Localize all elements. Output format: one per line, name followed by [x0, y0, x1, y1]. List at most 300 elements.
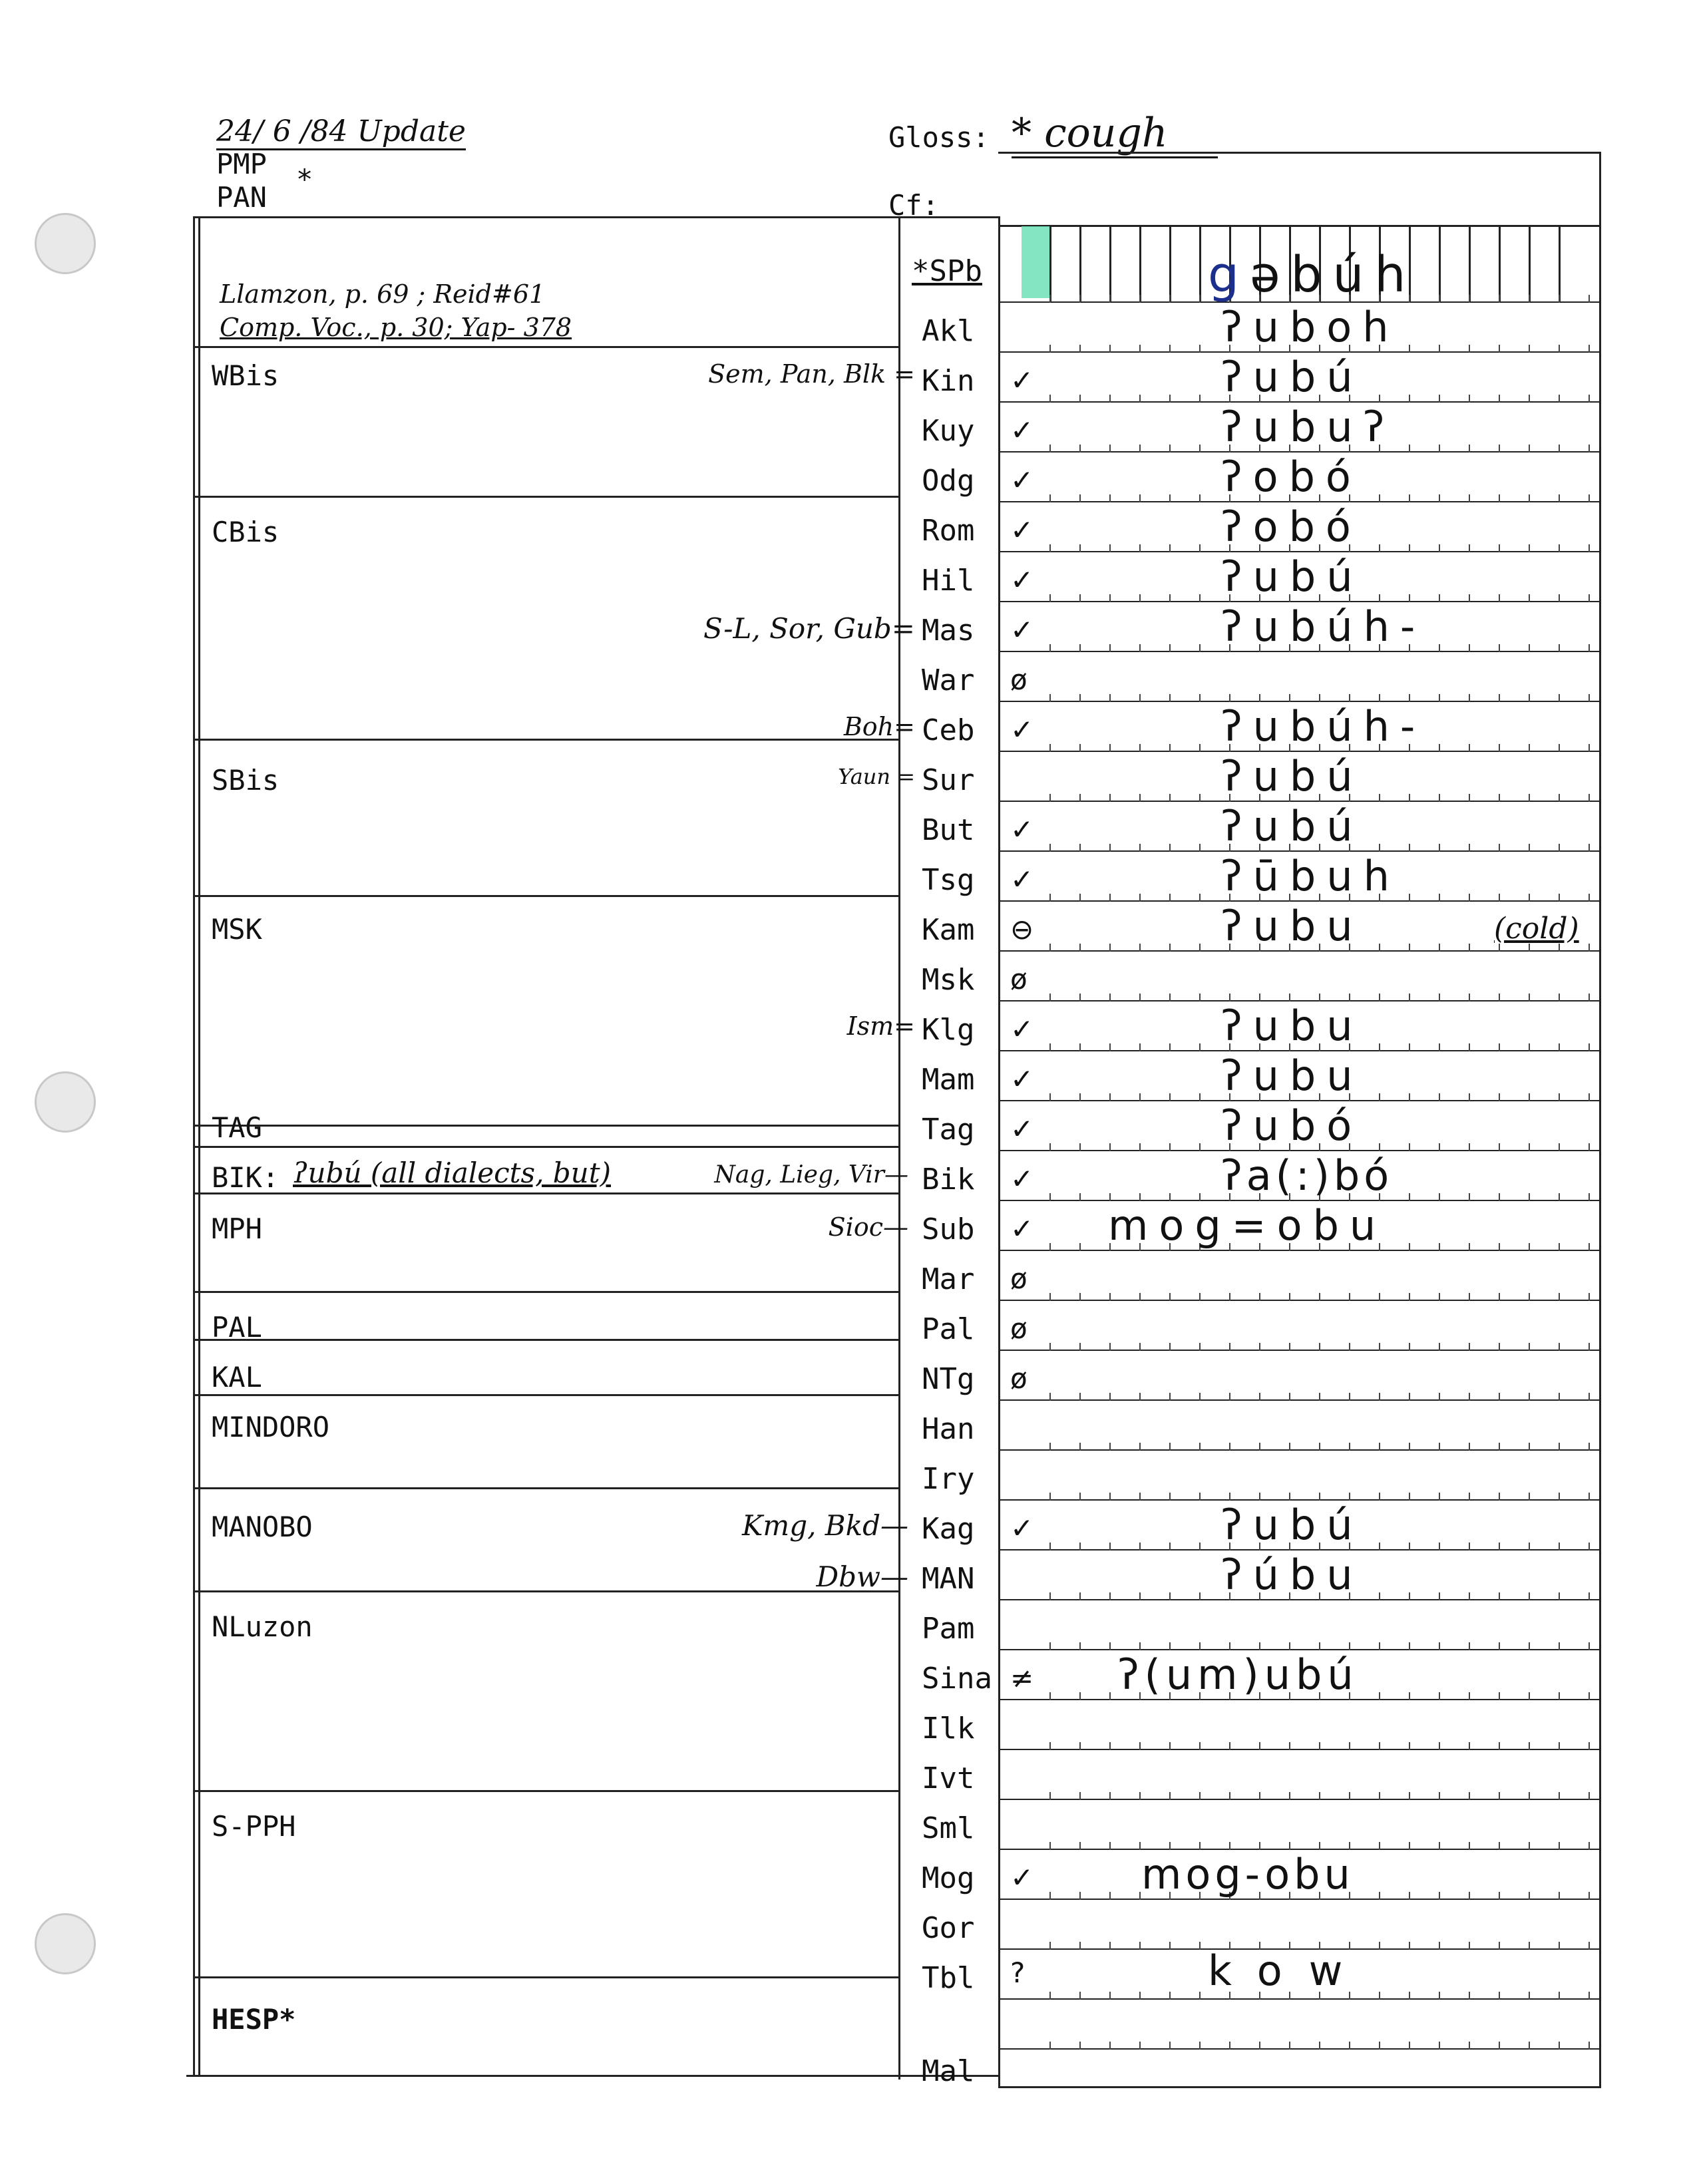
row-tick: [1139, 994, 1141, 1001]
row-tick: [1499, 794, 1500, 802]
row-tick: [1049, 1193, 1051, 1201]
row-rule: [998, 1749, 1600, 1750]
group-sbis: SBis: [212, 764, 280, 797]
row-tick: [1259, 1842, 1260, 1850]
row-tick: [1199, 1942, 1201, 1950]
row-tick: [1169, 794, 1171, 802]
row-tick: [1289, 1742, 1290, 1750]
row-tick: [1079, 594, 1081, 602]
row-tick: [1499, 1692, 1500, 1700]
row-tick: [1469, 1393, 1470, 1401]
row-tick: [1349, 994, 1350, 1001]
row-tick: [1559, 1493, 1560, 1501]
row-tick: [1139, 1443, 1141, 1451]
form-sur: ʔubú: [1221, 752, 1364, 801]
row-tick: [1079, 994, 1081, 1001]
row-tick: [1409, 594, 1410, 602]
group-separator: [193, 1291, 898, 1293]
row-tick: [1409, 445, 1410, 453]
row-tick: [1349, 1293, 1350, 1301]
row-tick: [1589, 494, 1590, 502]
row-tick: [1169, 1842, 1171, 1850]
row-rule: [998, 1799, 1600, 1800]
row-tick: [1349, 1792, 1350, 1800]
row-tick: [1319, 1792, 1320, 1800]
row-tick: [1529, 1942, 1530, 1950]
row-tick: [1529, 1742, 1530, 1750]
grid-cell-line: [1079, 225, 1081, 301]
pmp-star: *: [296, 163, 313, 196]
row-tick: [1439, 295, 1440, 303]
row-tick: [1439, 644, 1440, 652]
row-tick: [1139, 295, 1141, 303]
row-tick: [1589, 544, 1590, 552]
row-tick: [1229, 1343, 1230, 1351]
form-odg: ʔobó: [1221, 453, 1362, 501]
row-tick: [1139, 844, 1141, 852]
row-tick: [1589, 1592, 1590, 1600]
row-tick: [1109, 894, 1111, 902]
row-tick: [1199, 1992, 1201, 2000]
row-tick: [1589, 295, 1590, 303]
row-tick: [1499, 1742, 1500, 1750]
row-tick: [1289, 1842, 1290, 1850]
row-tick: [1079, 1143, 1081, 1151]
row-tick: [1439, 894, 1440, 902]
row-tick: [1409, 1992, 1410, 2000]
row-tick: [1439, 2042, 1440, 2050]
row-tick: [1139, 494, 1141, 502]
row-tick: [1529, 1093, 1530, 1101]
row-tick: [1199, 844, 1201, 852]
group-cbis: CBis: [212, 516, 280, 548]
form-kuy: ʔubuʔ: [1221, 403, 1396, 451]
row-tick: [1379, 1293, 1380, 1301]
row-tick: [1139, 1942, 1141, 1950]
row-tick: [1409, 1742, 1410, 1750]
code-sina: Sina: [922, 1662, 992, 1696]
row-tick: [1049, 445, 1051, 453]
row-tick: [1469, 2042, 1470, 2050]
row-tick: [1169, 1393, 1171, 1401]
row-tick: [1439, 1043, 1440, 1051]
row-tick: [1319, 1343, 1320, 1351]
punch-hole-top: [35, 213, 96, 274]
row-tick: [1559, 345, 1560, 353]
row-tick: [1379, 1642, 1380, 1650]
mark-kuy: ✓: [1010, 414, 1034, 447]
row-tick: [1079, 744, 1081, 752]
row-tick: [1469, 1443, 1470, 1451]
row-tick: [1109, 1592, 1111, 1600]
row-tick: [1379, 1992, 1380, 2000]
code-tsg: Tsg: [922, 863, 975, 897]
row-tick: [1559, 1393, 1560, 1401]
row-tick: [1499, 1992, 1500, 2000]
code-pam: Pam: [922, 1612, 975, 1646]
mark-kam: ⊖: [1010, 913, 1034, 946]
row-tick: [1049, 1243, 1051, 1251]
row-tick: [1499, 494, 1500, 502]
row-tick: [1439, 694, 1440, 702]
row-tick: [1049, 1393, 1051, 1401]
row-tick: [1139, 395, 1141, 403]
row-tick: [1049, 594, 1051, 602]
row-tick: [1169, 395, 1171, 403]
row-tick: [1079, 295, 1081, 303]
row-tick: [1589, 1443, 1590, 1451]
pan-label: PAN: [216, 181, 267, 214]
row-tick: [1379, 1143, 1380, 1151]
grid-cell-line: [1169, 225, 1171, 301]
row-tick: [1559, 1143, 1560, 1151]
row-tick: [1559, 1692, 1560, 1700]
row-tick: [1559, 1992, 1560, 2000]
row-tick: [1109, 944, 1111, 952]
row-tick: [1379, 694, 1380, 702]
row-tick: [1379, 1543, 1380, 1550]
row-tick: [1439, 844, 1440, 852]
form-spb: gəbúh: [1208, 246, 1417, 303]
row-tick: [1559, 1942, 1560, 1950]
row-tick: [1259, 1642, 1260, 1650]
row-tick: [1079, 544, 1081, 552]
row-tick: [1499, 744, 1500, 752]
row-tick: [1049, 1043, 1051, 1051]
code-mar: Mar: [922, 1262, 975, 1296]
row-tick: [1529, 1443, 1530, 1451]
row-tick: [1289, 1293, 1290, 1301]
row-tick: [1079, 2042, 1081, 2050]
row-tick: [1289, 1642, 1290, 1650]
row-tick: [1139, 1642, 1141, 1650]
row-tick: [1499, 395, 1500, 403]
group-mph: MPH: [212, 1212, 262, 1245]
row-tick: [1379, 944, 1380, 952]
form-akl: ʔuboh: [1221, 303, 1400, 351]
row-tick: [1199, 944, 1201, 952]
row-tick: [1439, 744, 1440, 752]
row-tick: [1439, 1543, 1440, 1550]
code-tbl: Tbl: [922, 1961, 975, 1995]
row-tick: [1289, 1493, 1290, 1501]
row-tick: [1079, 1393, 1081, 1401]
row-tick: [1079, 1543, 1081, 1550]
row-tick: [1139, 1792, 1141, 1800]
row-tick: [1589, 894, 1590, 902]
row-tick: [1469, 744, 1470, 752]
row-tick: [1379, 1692, 1380, 1700]
row-tick: [1499, 445, 1500, 453]
row-tick: [1139, 1892, 1141, 1900]
grid-cell-line: [1139, 225, 1141, 301]
row-tick: [1199, 1642, 1201, 1650]
row-tick: [1049, 1343, 1051, 1351]
row-tick: [1199, 794, 1201, 802]
row-tick: [1319, 1642, 1320, 1650]
row-tick: [1499, 1592, 1500, 1600]
row-tick: [1469, 295, 1470, 303]
row-tick: [1079, 794, 1081, 802]
row-tick: [1259, 1742, 1260, 1750]
row-tick: [1049, 1742, 1051, 1750]
row-tick: [1169, 1293, 1171, 1301]
code-ntg: NTg: [922, 1362, 975, 1396]
code-man: MAN: [922, 1562, 975, 1596]
mark-but: ✓: [1010, 813, 1034, 846]
row-tick: [1139, 2042, 1141, 2050]
row-tick: [1589, 1942, 1590, 1950]
row-tick: [1439, 1143, 1440, 1151]
code-mas: Mas: [922, 614, 975, 647]
row-tick: [1589, 1642, 1590, 1650]
note-kin: Sem, Pan, Blk =: [708, 359, 915, 389]
row-tick: [1469, 894, 1470, 902]
row-tick: [1349, 1343, 1350, 1351]
mark-odg: ✓: [1010, 464, 1034, 496]
row-tick: [1559, 395, 1560, 403]
row-tick: [1439, 1792, 1440, 1800]
row-tick: [1409, 1592, 1410, 1600]
row-tick: [1469, 544, 1470, 552]
row-tick: [1559, 1592, 1560, 1600]
row-tick: [1049, 944, 1051, 952]
row-rule: [998, 1350, 1600, 1351]
grid-cell-line: [1559, 225, 1561, 301]
row-tick: [1529, 1592, 1530, 1600]
row-tick: [1319, 1293, 1320, 1301]
mark-mas: ✓: [1010, 614, 1034, 646]
row-tick: [1139, 1493, 1141, 1501]
row-tick: [1049, 1892, 1051, 1900]
grid-cell-line: [1199, 225, 1201, 301]
row-tick: [1559, 1443, 1560, 1451]
mark-kag: ✓: [1010, 1512, 1034, 1545]
group-separator: [193, 1590, 898, 1592]
pmp-label: PMP: [216, 148, 267, 180]
row-tick: [1079, 944, 1081, 952]
extra-kam: (cold): [1494, 912, 1579, 946]
row-tick: [1469, 1592, 1470, 1600]
row-tick: [1199, 1093, 1201, 1101]
mark-mam: ✓: [1010, 1063, 1034, 1095]
row-tick: [1529, 1043, 1530, 1051]
row-tick: [1049, 994, 1051, 1001]
row-tick: [1139, 894, 1141, 902]
row-tick: [1169, 1792, 1171, 1800]
row-tick: [1439, 1093, 1440, 1101]
row-tick: [1169, 295, 1171, 303]
row-tick: [1559, 1043, 1560, 1051]
row-tick: [1259, 1343, 1260, 1351]
row-tick: [1469, 1143, 1470, 1151]
gloss-label: Gloss:: [888, 121, 990, 154]
row-tick: [1589, 1842, 1590, 1850]
group-msk: MSK: [212, 913, 262, 946]
row-tick: [1259, 1393, 1260, 1401]
code-iry: Iry: [922, 1462, 975, 1496]
row-tick: [1109, 1143, 1111, 1151]
mark-ceb: ✓: [1010, 713, 1034, 746]
row-tick: [1559, 1642, 1560, 1650]
row-tick: [1589, 1792, 1590, 1800]
row-tick: [1589, 1692, 1590, 1700]
row-tick: [1529, 544, 1530, 552]
row-tick: [1049, 1992, 1051, 2000]
row-tick: [1469, 1742, 1470, 1750]
row-tick: [1079, 1992, 1081, 2000]
row-tick: [1079, 1692, 1081, 1700]
row-tick: [1589, 1992, 1590, 2000]
row-tick: [1049, 1792, 1051, 1800]
row-tick: [1109, 1543, 1111, 1550]
row-tick: [1499, 1293, 1500, 1301]
row-tick: [1379, 994, 1380, 1001]
code-msk: Msk: [922, 963, 975, 997]
form-spb-initial: g: [1208, 246, 1250, 303]
row-tick: [1469, 1792, 1470, 1800]
row-tick: [1379, 1043, 1380, 1051]
row-tick: [1319, 694, 1320, 702]
row-tick: [1169, 944, 1171, 952]
punch-hole-bottom: [35, 1913, 96, 1974]
row-tick: [1139, 1343, 1141, 1351]
group-separator: [193, 1394, 898, 1396]
row-rule: [998, 2048, 1600, 2050]
row-tick: [1319, 1443, 1320, 1451]
grid-cell-line: [1529, 225, 1531, 301]
row-tick: [1589, 994, 1590, 1001]
row-tick: [1349, 694, 1350, 702]
group-separator: [193, 1790, 898, 1792]
bottom-border: [186, 2075, 1000, 2077]
row-tick: [1409, 1842, 1410, 1850]
row-tick: [1109, 1493, 1111, 1501]
reference-line-1: Llamzon, p. 69 ; Reid#61: [220, 279, 546, 309]
row-tick: [1169, 1443, 1171, 1451]
code-kuy: Kuy: [922, 414, 975, 448]
mark-tag: ✓: [1010, 1113, 1034, 1145]
row-tick: [1319, 1393, 1320, 1401]
row-tick: [1499, 644, 1500, 652]
row-tick: [1439, 944, 1440, 952]
mark-sina: ≠: [1010, 1662, 1034, 1694]
form-rom: ʔobó: [1221, 502, 1362, 551]
row-tick: [1589, 1043, 1590, 1051]
row-tick: [1109, 844, 1111, 852]
row-tick: [1409, 395, 1410, 403]
row-tick: [1319, 1842, 1320, 1850]
row-tick: [1529, 594, 1530, 602]
form-klg: ʔubu: [1221, 1001, 1364, 1050]
mark-mar: ø: [1010, 1262, 1028, 1295]
row-tick: [1379, 1393, 1380, 1401]
row-tick: [1199, 1393, 1201, 1401]
row-tick: [1229, 694, 1230, 702]
row-tick: [1469, 1193, 1470, 1201]
row-tick: [1139, 1992, 1141, 2000]
row-tick: [1409, 1293, 1410, 1301]
row-rule: [998, 950, 1600, 952]
row-tick: [1079, 1493, 1081, 1501]
row-tick: [1409, 1443, 1410, 1451]
row-tick: [1169, 1343, 1171, 1351]
row-tick: [1169, 844, 1171, 852]
row-tick: [1379, 1443, 1380, 1451]
row-tick: [1559, 744, 1560, 752]
row-tick: [1229, 1742, 1230, 1750]
row-tick: [1139, 594, 1141, 602]
code-sub: Sub: [922, 1212, 975, 1246]
row-tick: [1529, 295, 1530, 303]
code-sml: Sml: [922, 1811, 975, 1845]
row-tick: [1139, 1393, 1141, 1401]
row-tick: [1439, 1493, 1440, 1501]
row-tick: [1529, 844, 1530, 852]
row-tick: [1289, 1393, 1290, 1401]
row-tick: [1439, 994, 1440, 1001]
grid-cell-line: [1469, 225, 1471, 301]
row-tick: [1409, 1543, 1410, 1550]
row-tick: [1169, 1093, 1171, 1101]
row-tick: [1169, 894, 1171, 902]
form-tsg: ʔūbuh: [1221, 852, 1400, 900]
row-tick: [1289, 1443, 1290, 1451]
row-tick: [1529, 1892, 1530, 1900]
row-tick: [1319, 1742, 1320, 1750]
update-date: 24/ 6 /84 Update: [216, 114, 466, 150]
row-tick: [1109, 1043, 1111, 1051]
row-tick: [1469, 1543, 1470, 1550]
row-tick: [1079, 644, 1081, 652]
grid-cell-line: [1439, 225, 1441, 301]
row-tick: [1379, 844, 1380, 852]
mark-msk: ø: [1010, 963, 1028, 996]
row-tick: [1499, 1443, 1500, 1451]
row-tick: [1079, 395, 1081, 403]
row-tick: [1109, 1443, 1111, 1451]
row-tick: [1079, 1043, 1081, 1051]
row-tick: [1499, 1642, 1500, 1650]
row-tick: [1169, 1592, 1171, 1600]
row-tick: [1049, 395, 1051, 403]
row-tick: [1139, 1093, 1141, 1101]
row-rule: [998, 1300, 1600, 1301]
row-tick: [1409, 1642, 1410, 1650]
row-tick: [1229, 1443, 1230, 1451]
bik-note: ʔubú (all dialects, but): [293, 1157, 611, 1189]
row-tick: [1589, 594, 1590, 602]
note-ceb: Boh=: [843, 712, 915, 741]
note-man: Dbw—: [816, 1560, 908, 1593]
row-tick: [1079, 1592, 1081, 1600]
row-tick: [1139, 1742, 1141, 1750]
row-tick: [1469, 794, 1470, 802]
row-tick: [1469, 1243, 1470, 1251]
row-rule: [998, 1998, 1600, 2000]
row-tick: [1439, 1942, 1440, 1950]
row-tick: [1229, 1293, 1230, 1301]
row-tick: [1559, 1742, 1560, 1750]
row-tick: [1469, 1642, 1470, 1650]
code-rom: Rom: [922, 514, 975, 548]
group-separator: [193, 1125, 898, 1127]
row-tick: [1439, 1692, 1440, 1700]
mark-tsg: ✓: [1010, 863, 1034, 896]
code-war: War: [922, 663, 975, 697]
row-tick: [1109, 1393, 1111, 1401]
note-sub: Sioc—: [828, 1212, 908, 1242]
